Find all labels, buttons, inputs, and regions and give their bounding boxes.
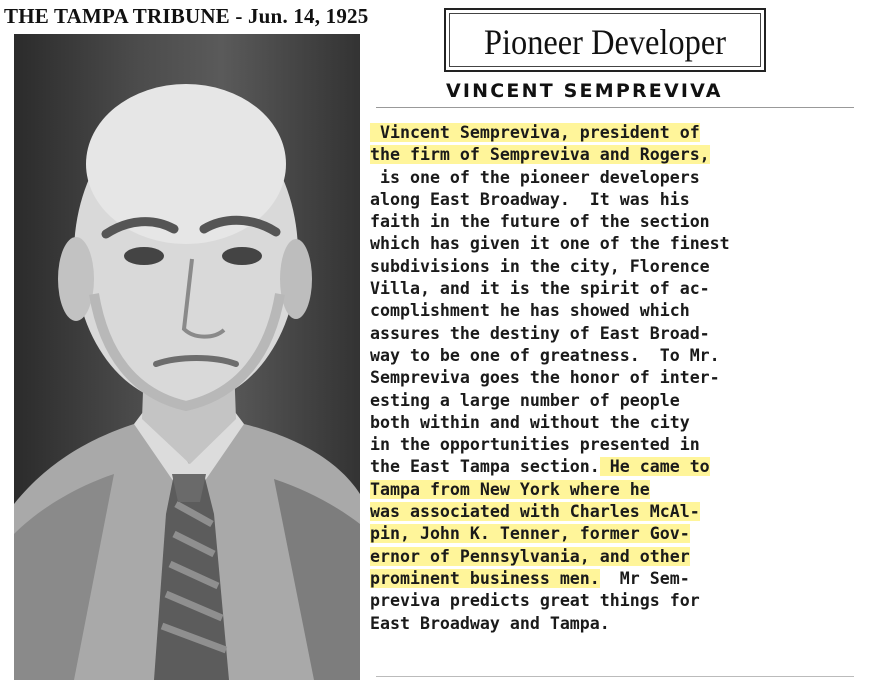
article-line-text: East Broadway and Tampa. <box>370 613 610 633</box>
article-line <box>370 613 860 635</box>
article-line-text: way to be one of greatness. To Mr. <box>370 345 720 365</box>
article-line <box>370 479 860 501</box>
article-line-text: along East Broadway. It was his <box>370 189 690 209</box>
byline: VINCENT SEMPREVIVA <box>446 80 723 102</box>
article-line-tail: He came to <box>599 457 710 477</box>
article-line-text: in the opportunities presented in <box>370 435 700 455</box>
article-line-text: previva predicts great things for <box>370 591 700 611</box>
article-line <box>370 523 860 545</box>
article-line <box>370 367 860 389</box>
article-line <box>370 456 860 478</box>
article-line <box>370 546 860 568</box>
article-line <box>370 501 860 523</box>
article-line <box>370 568 860 590</box>
headline-box <box>444 8 766 72</box>
article-line-text: esting a large number of people <box>370 390 680 410</box>
article-line <box>370 323 860 345</box>
article-line-text: pin, John K. Tenner, former Gov- <box>370 524 690 544</box>
article-line <box>370 211 860 233</box>
article-line <box>370 167 860 189</box>
article-line <box>370 144 860 166</box>
divider <box>376 676 854 677</box>
headline: Pioneer Developer <box>483 22 727 62</box>
article-line-text: assures the destiny of East Broad- <box>370 323 710 343</box>
article-line <box>370 434 860 456</box>
article-line-text: both within and without the city <box>370 412 690 432</box>
article-body <box>370 122 860 635</box>
article-line <box>370 590 860 612</box>
article-line-text: subdivisions in the city, Florence <box>370 256 710 276</box>
article-line <box>370 278 860 300</box>
article-line-text: was associated with Charles McAl- <box>370 502 700 522</box>
article-line <box>370 233 860 255</box>
article-line <box>370 122 860 144</box>
article-line-text: the East Tampa section. <box>370 457 600 477</box>
article-line-text: prominent business men. <box>370 568 600 588</box>
article-line-text: the firm of Sempreviva and Rogers, <box>370 145 710 165</box>
article-line <box>370 412 860 434</box>
article-line-text: Villa, and it is the spirit of ac- <box>370 279 710 299</box>
article-line-text: Tampa from New York where he <box>370 479 650 499</box>
article-line <box>370 300 860 322</box>
article-line-text: complishment he has showed which <box>370 301 690 321</box>
article-line <box>370 189 860 211</box>
article-line <box>370 390 860 412</box>
article-line-text: Sempreviva goes the honor of inter- <box>370 368 720 388</box>
divider <box>376 107 854 108</box>
portrait-photo <box>14 34 360 680</box>
article-line <box>370 345 860 367</box>
article-line-text: is one of the pioneer developers <box>370 167 700 187</box>
article-line-text: faith in the future of the section <box>370 212 710 232</box>
portrait-icon <box>14 34 360 680</box>
article-line <box>370 256 860 278</box>
article-line-text: Vincent Sempreviva, president of <box>370 123 700 142</box>
article-line-text: which has given it one of the finest <box>370 234 730 254</box>
article-line-tail: Mr Sem- <box>599 568 690 588</box>
article-line-text: ernor of Pennsylvania, and other <box>370 546 690 566</box>
masthead: THE TAMPA TRIBUNE - Jun. 14, 1925 <box>4 4 369 28</box>
